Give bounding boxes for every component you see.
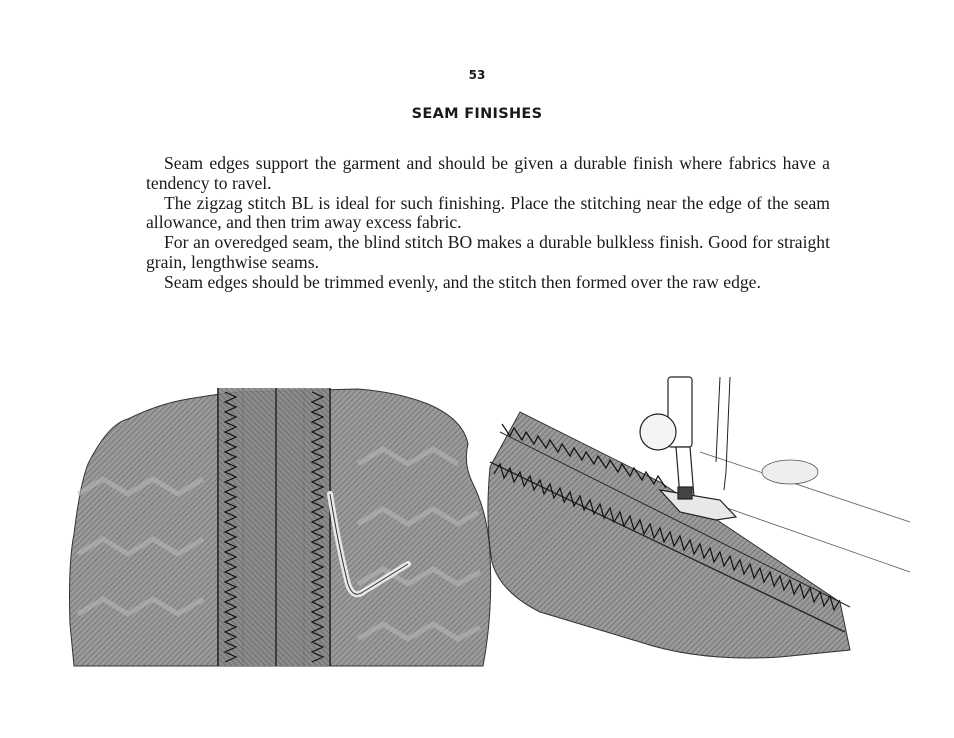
fabric-strip [488, 412, 850, 658]
sewing-machine-illustration-right [480, 372, 920, 662]
body-text [146, 154, 830, 293]
seam-finish-illustration-left [68, 384, 498, 674]
paragraph-3: For an overedged seam, the blind stitch BO makes a durable bulkless finish. Good for straight grain, lengthwise seams. [146, 232, 830, 272]
section-title: SEAM FINISHES [411, 106, 543, 122]
paragraph-1: Seam edges support the garment and should be given a durable finish where fabrics have a tendency to ravel. [146, 153, 830, 193]
paragraph-2: The zigzag stitch BL is ideal for such finishing. Place the stitching near the edge of the seam allowance, and then trim away excess fabric. [146, 192, 830, 233]
page-number: 53 [468, 68, 486, 82]
paragraph-4: Seam edges should be trimmed evenly, and the stitch then formed over the raw edge. [164, 271, 761, 292]
needle [716, 377, 730, 490]
